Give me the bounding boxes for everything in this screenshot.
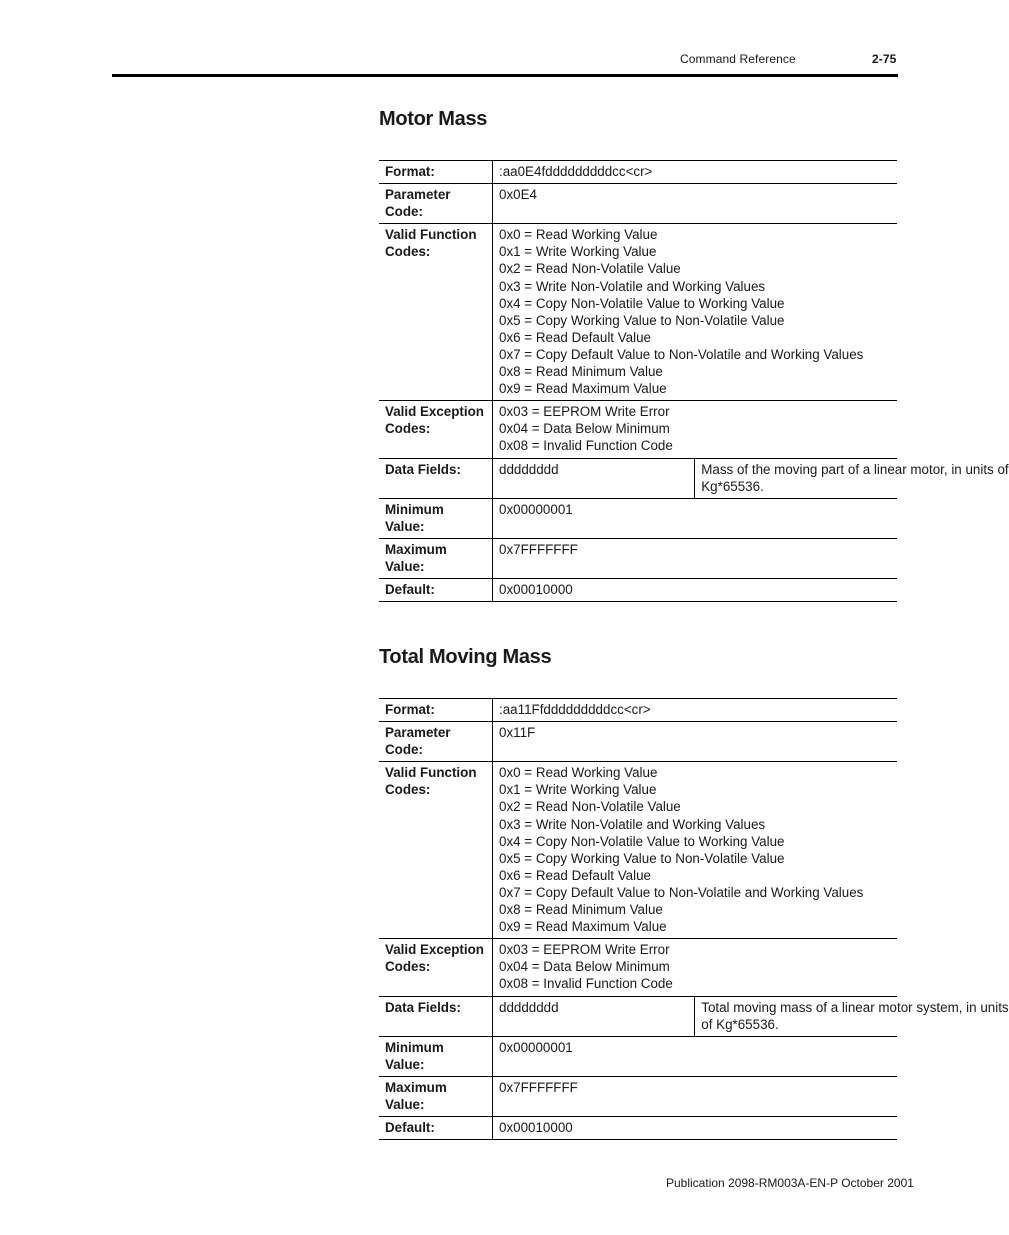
row-label: Default: xyxy=(379,579,493,602)
page-number: 2-75 xyxy=(872,52,897,66)
list-item: 0x2 = Read Non-Volatile Value xyxy=(499,261,681,277)
row-label: Maximum Value: xyxy=(379,538,493,578)
row-label: Default: xyxy=(379,1117,493,1140)
data-field-description: Total moving mass of a linear motor system, in units of Kg*65536. xyxy=(695,996,897,1036)
table-row-format xyxy=(379,161,897,184)
table-row-valid-function-codes xyxy=(379,762,897,939)
table-row-maximum-value xyxy=(379,538,897,578)
parameter-code-value: 0x11F xyxy=(493,722,898,762)
list-item: 0x04 = Data Below Minimum xyxy=(499,959,670,975)
minimum-value: 0x00000001 xyxy=(493,498,898,538)
command-table-motor-mass xyxy=(379,160,1009,602)
list-item: 0x5 = Copy Working Value to Non-Volatile Value xyxy=(499,312,785,328)
table-row-valid-function-codes xyxy=(379,224,897,401)
table-row-valid-exception-codes xyxy=(379,939,897,996)
table-row-maximum-value xyxy=(379,1076,897,1116)
minimum-value: 0x00000001 xyxy=(493,1036,898,1076)
exception-codes-list xyxy=(493,401,898,458)
parameter-code-value: 0x0E4 xyxy=(493,184,898,224)
row-label: Format: xyxy=(379,161,493,184)
row-label: Parameter Code: xyxy=(379,184,493,224)
exception-codes-list xyxy=(493,939,898,996)
list-item: 0x7 = Copy Default Value to Non-Volatile and Working Values xyxy=(499,884,864,900)
row-label: Data Fields: xyxy=(379,458,493,498)
list-item: 0x7 = Copy Default Value to Non-Volatile and Working Values xyxy=(499,346,864,362)
list-item: 0x6 = Read Default Value xyxy=(499,329,651,345)
list-item: 0x8 = Read Minimum Value xyxy=(499,902,663,918)
format-value: :aa0E4fdddddddddcc<cr> xyxy=(493,161,898,184)
table-row-valid-exception-codes xyxy=(379,401,897,458)
section-title-motor-mass: Motor Mass xyxy=(379,108,488,130)
command-table-total-moving-mass xyxy=(379,698,1009,1140)
format-value: :aa11Ffdddddddddcc<cr> xyxy=(493,699,898,722)
section-title-total-moving-mass: Total Moving Mass xyxy=(379,646,552,668)
row-label: Minimum Value: xyxy=(379,1036,493,1076)
table-row-minimum-value xyxy=(379,498,897,538)
table-row-minimum-value xyxy=(379,1036,897,1076)
list-item: 0x4 = Copy Non-Volatile Value to Working Value xyxy=(499,295,785,311)
list-item: 0x04 = Data Below Minimum xyxy=(499,421,670,437)
list-item: 0x8 = Read Minimum Value xyxy=(499,364,663,380)
row-label: Format: xyxy=(379,699,493,722)
list-item: 0x0 = Read Working Value xyxy=(499,227,658,243)
maximum-value: 0x7FFFFFFF xyxy=(493,1076,898,1116)
row-label: Parameter Code: xyxy=(379,722,493,762)
table-row-parameter-code xyxy=(379,722,897,762)
header-rule xyxy=(112,74,898,77)
running-header-section: Command Reference xyxy=(680,52,796,66)
list-item: 0x1 = Write Working Value xyxy=(499,244,657,260)
data-field-description: Mass of the moving part of a linear motor, in units of Kg*65536. xyxy=(695,458,897,498)
default-value: 0x00010000 xyxy=(493,1117,898,1140)
row-label: Valid Exception Codes: xyxy=(379,401,493,458)
table-row-format xyxy=(379,699,897,722)
table-row-data-fields xyxy=(379,996,897,1036)
list-item: 0x03 = EEPROM Write Error xyxy=(499,404,670,420)
list-item: 0x9 = Read Maximum Value xyxy=(499,919,667,935)
list-item: 0x1 = Write Working Value xyxy=(499,782,657,798)
list-item: 0x03 = EEPROM Write Error xyxy=(499,942,670,958)
function-codes-list xyxy=(493,762,898,939)
row-label: Valid Function Codes: xyxy=(379,224,493,401)
list-item: 0x2 = Read Non-Volatile Value xyxy=(499,799,681,815)
default-value: 0x00010000 xyxy=(493,579,898,602)
maximum-value: 0x7FFFFFFF xyxy=(493,538,898,578)
table-row-default xyxy=(379,1117,897,1140)
list-item: 0x6 = Read Default Value xyxy=(499,867,651,883)
list-item: 0x3 = Write Non-Volatile and Working Values xyxy=(499,278,766,294)
row-label: Valid Function Codes: xyxy=(379,762,493,939)
list-item: 0x4 = Copy Non-Volatile Value to Working Value xyxy=(499,833,785,849)
list-item: 0x9 = Read Maximum Value xyxy=(499,381,667,397)
table-row-default xyxy=(379,579,897,602)
list-item: 0x0 = Read Working Value xyxy=(499,765,658,781)
table-row-parameter-code xyxy=(379,184,897,224)
row-label: Valid Exception Codes: xyxy=(379,939,493,996)
row-label: Minimum Value: xyxy=(379,498,493,538)
publication-footer: Publication 2098-RM003A-EN-P October 2001 xyxy=(666,1176,914,1190)
function-codes-list xyxy=(493,224,898,401)
row-label: Data Fields: xyxy=(379,996,493,1036)
list-item: 0x5 = Copy Working Value to Non-Volatile Value xyxy=(499,850,785,866)
list-item: 0x3 = Write Non-Volatile and Working Values xyxy=(499,816,766,832)
data-field-code: dddddddd xyxy=(493,458,695,498)
list-item: 0x08 = Invalid Function Code xyxy=(499,438,673,454)
table-row-data-fields xyxy=(379,458,897,498)
list-item: 0x08 = Invalid Function Code xyxy=(499,976,673,992)
row-label: Maximum Value: xyxy=(379,1076,493,1116)
data-field-code: dddddddd xyxy=(493,996,695,1036)
